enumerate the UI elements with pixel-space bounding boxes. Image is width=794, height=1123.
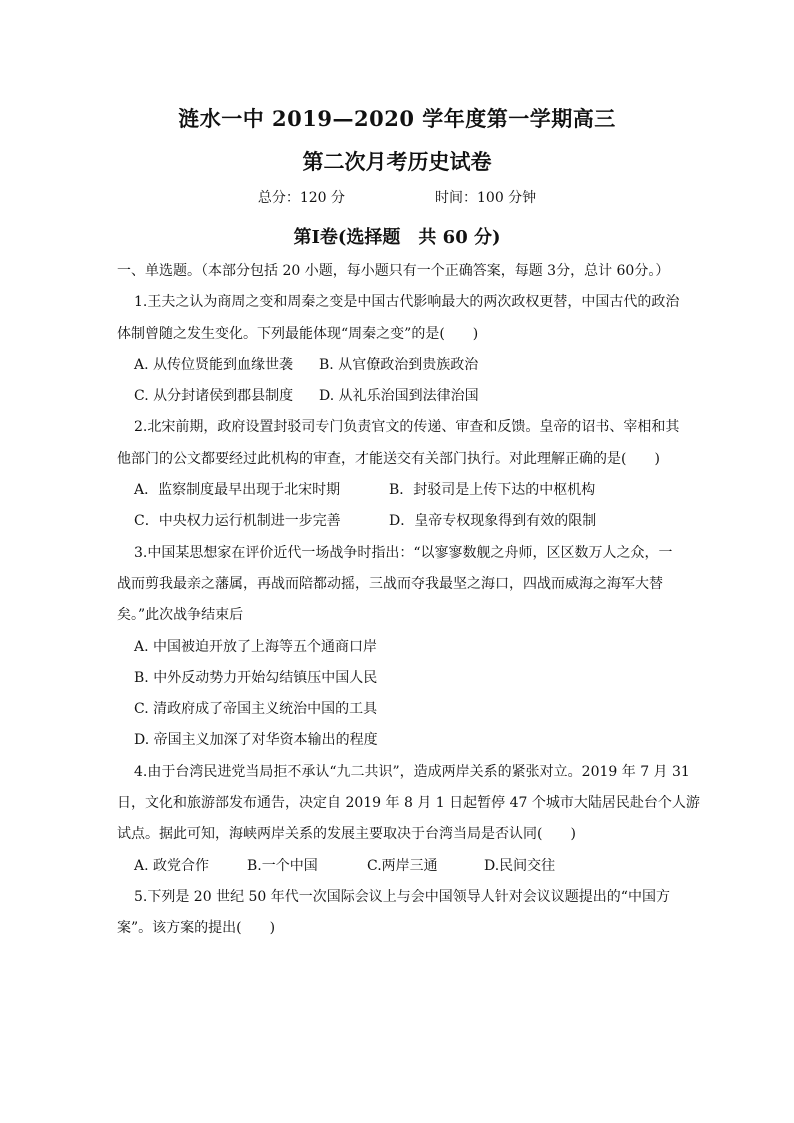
exam-title-line1: 涟水一中 2019—2020 学年度第一学期高三 bbox=[178, 106, 616, 131]
question-5-stem-line-1: 5.下列是 20 世纪 50 年代一次国际会议上与会中国领导人针对会议议题提出的“中国方 bbox=[134, 888, 670, 905]
question-1-stem-line-2: 体制曾随之发生变化。下列最能体现“周秦之变”的是( ) bbox=[117, 325, 479, 342]
question-1-option-b: B. 从官僚政治到贵族政治 bbox=[319, 356, 479, 373]
question-1-option-a: A. 从传位贤能到血缘世袭 bbox=[134, 356, 294, 373]
question-3-option-c: C. 清政府成了帝国主义统治中国的工具 bbox=[134, 701, 378, 718]
question-1-options-row-2 bbox=[117, 381, 687, 412]
question-4-stem-line-2: 日，文化和旅游部发布通告，决定自 2019 年 8 月 1 日起暂停 47 个城市大陆居民赴台个人游 bbox=[117, 795, 700, 812]
question-2-option-a: A．监察制度最早出现于北宋时期 bbox=[134, 482, 341, 499]
question-1-option-c: C. 从分封诸侯到郡县制度 bbox=[134, 388, 294, 405]
question-4-option-d: D.民间交往 bbox=[484, 857, 556, 874]
total-score: 总分：120 分 bbox=[257, 190, 345, 206]
question-2-option-b: B．封驳司是上传下达的中枢机构 bbox=[389, 482, 596, 499]
exam-meta bbox=[0, 187, 794, 207]
question-2-option-d: D．皇帝专权现象得到有效的限制 bbox=[389, 513, 597, 530]
question-1-options-row-1 bbox=[117, 350, 687, 381]
question-4-option-c: C.两岸三通 bbox=[367, 857, 438, 874]
question-3-stem-line-1: 3.中国某思想家在评价近代一场战争时指出：“以寥寥数舰之舟师，区区数万人之众，一 bbox=[134, 544, 673, 561]
question-3-option-d: D. 帝国主义加深了对华资本输出的程度 bbox=[134, 732, 378, 749]
section-instruction: 一、单选题。（本部分包括 20 小题，每小题只有一个正确答案，每题 3分，总计 60分。） bbox=[117, 263, 670, 279]
question-3-stem-line-3: 矣。”此次战争结束后 bbox=[117, 607, 244, 624]
question-2-option-c: C．中央权力运行机制进一步完善 bbox=[134, 513, 341, 530]
question-2-stem-line-2: 他部门的公文都要经过此机构的审查，才能送交有关部门执行。对此理解正确的是( ) bbox=[117, 450, 660, 467]
question-4-options-row bbox=[117, 851, 687, 882]
question-4-stem-line-3: 试点。据此可知，海峡两岸关系的发展主要取决于台湾当局是否认同( ) bbox=[117, 826, 576, 843]
question-1-stem-line-1: 1.王夫之认为商周之变和周秦之变是中国古代影响最大的两次政权更替，中国古代的政治 bbox=[134, 294, 680, 311]
question-3-stem-line-2: 战而剪我最亲之藩属，再战而陪都动摇，三战而夺我最坚之海口，四战而威海之海军大替 bbox=[117, 575, 663, 592]
question-list bbox=[117, 256, 700, 945]
question-4-option-b: B.一个中国 bbox=[247, 857, 318, 874]
question-1-option-d: D. 从礼乐治国到法律治国 bbox=[319, 388, 479, 405]
question-4-option-a: A. 政党合作 bbox=[134, 857, 210, 874]
question-2-options-row-2 bbox=[117, 506, 687, 537]
question-3-option-b: B. 中外反动势力开始勾结镇压中国人民 bbox=[134, 669, 378, 686]
question-3-option-a: A. 中国被迫开放了上海等五个通商口岸 bbox=[134, 638, 378, 655]
question-5-stem-line-2: 案”。该方案的提出( ) bbox=[117, 920, 276, 937]
exam-title-line2: 第二次月考历史试卷 bbox=[302, 149, 492, 174]
exam-time: 时间：100 分钟 bbox=[435, 190, 537, 206]
part-title: 第Ⅰ卷(选择题 共 60 分) bbox=[293, 227, 501, 248]
question-2-options-row-1 bbox=[117, 475, 687, 506]
question-4-stem-line-1: 4.由于台湾民进党当局拒不承认“九二共识”，造成两岸关系的紧张对立。2019 年 7 月 31 bbox=[134, 763, 690, 780]
question-2-stem-line-1: 2.北宋前期，政府设置封驳司专门负责官文的传递、审查和反馈。皇帝的诏书、宰相和其 bbox=[134, 419, 680, 436]
